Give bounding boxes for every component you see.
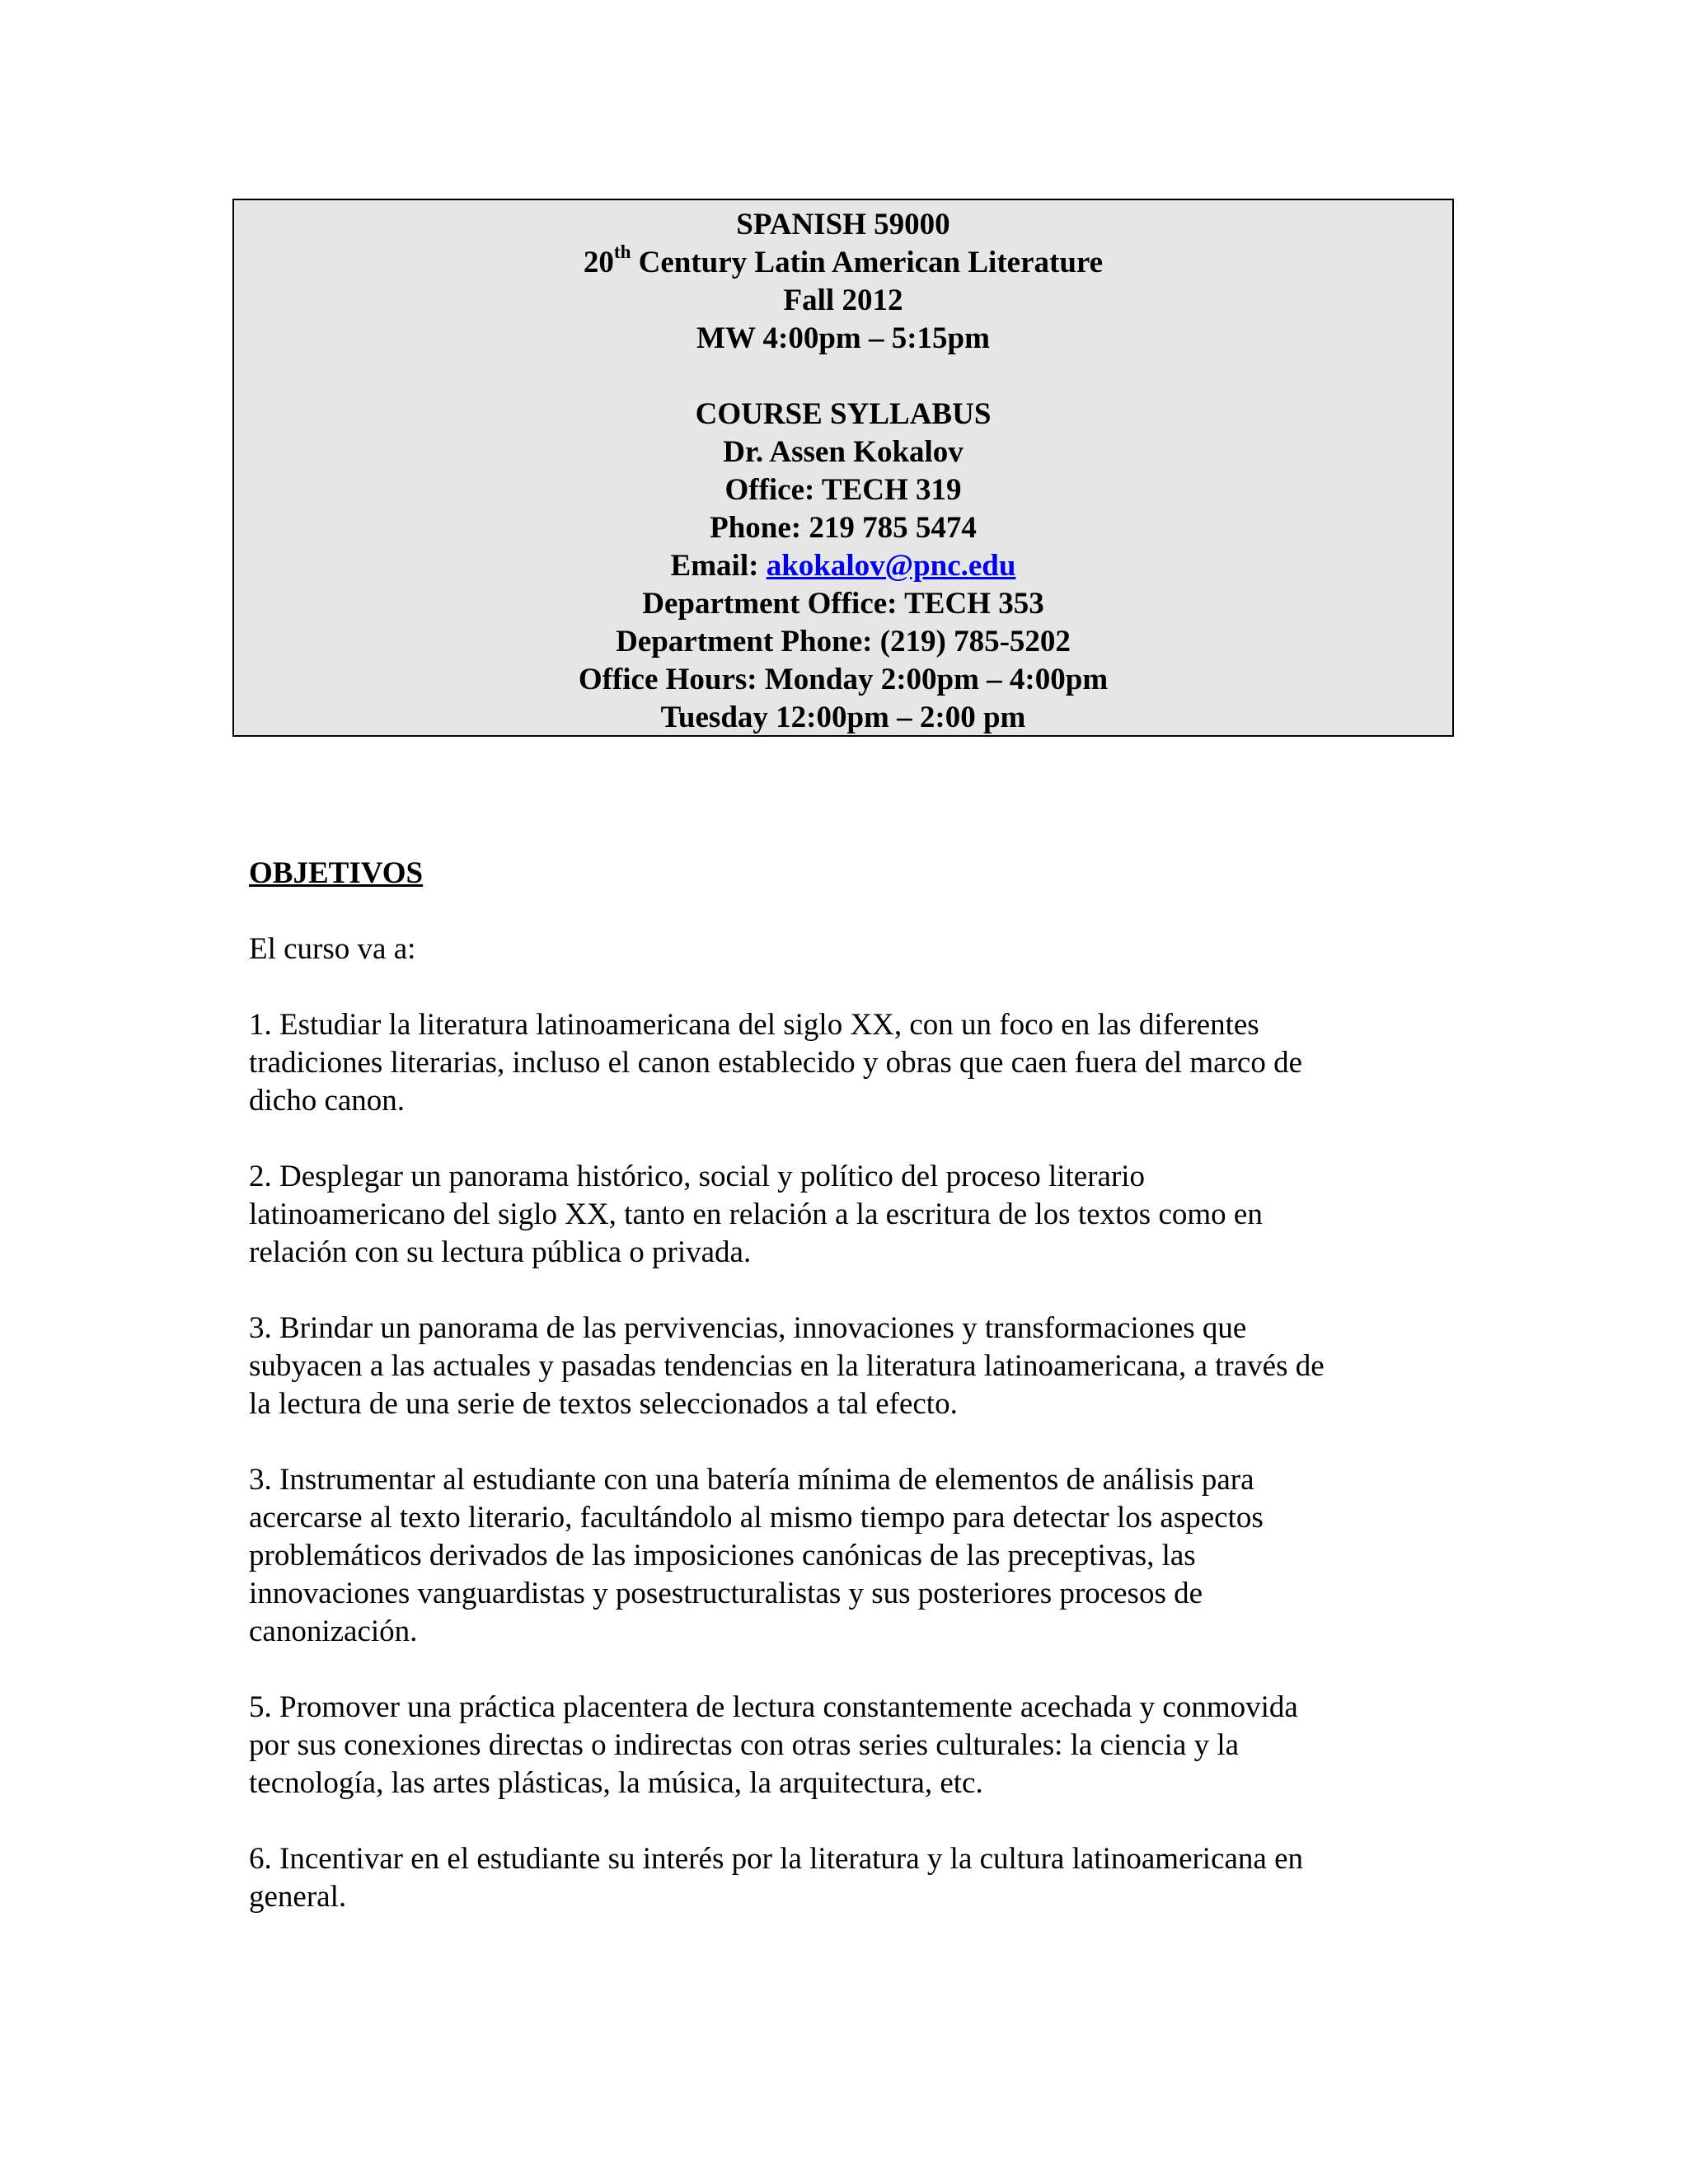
objective-item [249,1461,1436,1651]
objective-line: la lectura de una serie de textos seleccionados a tal efecto. [249,1387,958,1421]
objective-item [249,1840,1436,1916]
department-phone: Department Phone: (219) 785-5202 [616,625,1071,658]
course-code: SPANISH 59000 [736,208,950,241]
course-title [234,241,1452,282]
objective-item [249,1689,1436,1802]
instructor-name: Dr. Assen Kokalov [723,435,964,469]
objective-line: 5. Promover una práctica placentera de lectura constantemente acechada y conmovida [249,1690,1298,1724]
course-title-text: Century Latin American Literature [631,246,1104,279]
objective-line: 2. Desplegar un panorama histórico, social y político del proceso literario [249,1160,1146,1193]
header-spacer [234,358,1452,396]
objective-line: acercarse al texto literario, facultándolo al mismo tiempo para detectar los aspectos [249,1501,1264,1535]
course-term: Fall 2012 [783,284,903,317]
course-title-ordinal: th [613,241,631,262]
instructor-office: Office: TECH 319 [724,473,962,507]
email-label: Email: [670,549,767,583]
objective-line: relación con su lectura pública o privada. [249,1235,752,1269]
objective-line: 3. Instrumentar al estudiante con una batería mínima de elementos de análisis para [249,1463,1254,1497]
course-title-number: 20 [583,246,614,279]
objective-line: 3. Brindar un panorama de las pervivencias, innovaciones y transformaciones que [249,1311,1247,1345]
objectives-heading: OBJETIVOS [249,856,424,890]
objective-line: 6. Incentivar en el estudiante su interés por la literatura y la cultura latinoamericana en [249,1842,1304,1876]
objectives-section [249,855,1436,1916]
objective-line: subyacen a las actuales y pasadas tendencias en la literatura latinoamericana, a través de [249,1349,1325,1383]
objective-line: dicho canon. [249,1084,406,1118]
objective-line: tradiciones literarias, incluso el canon establecido y obras que caen fuera del marco de [249,1046,1302,1080]
course-header-box [232,199,1454,737]
objective-line: canonización. [249,1615,418,1648]
objective-line: general. [249,1880,347,1914]
objective-line: por sus conexiones directas o indirectas con otras series culturales: la ciencia y la [249,1728,1240,1762]
objective-line: 1. Estudiar la literatura latinoamericana del siglo XX, con un foco en las diferentes [249,1008,1259,1042]
department-office: Department Office: TECH 353 [642,587,1044,621]
course-schedule: MW 4:00pm – 5:15pm [696,321,990,355]
objective-line: tecnología, las artes plásticas, la música, la arquitectura, etc. [249,1766,983,1800]
objective-item [249,1310,1436,1423]
objective-line: latinoamericano del siglo XX, tanto en relación a la escritura de los textos como en [249,1197,1263,1231]
objective-item [249,1158,1436,1272]
objectives-intro: El curso va a: [249,932,416,966]
instructor-phone: Phone: 219 785 5474 [710,511,977,545]
office-hours-tuesday: Tuesday 12:00pm – 2:00 pm [660,701,1026,734]
email-link[interactable]: akokalov@pnc.edu [766,549,1016,583]
objective-line: problemáticos derivados de las imposiciones canónicas de las preceptivas, las [249,1539,1196,1572]
objective-line: innovaciones vanguardistas y posestructuralistas y sus posteriores procesos de [249,1577,1203,1610]
instructor-email-line [234,547,1452,585]
office-hours-monday: Office Hours: Monday 2:00pm – 4:00pm [578,663,1109,696]
syllabus-label: COURSE SYLLABUS [695,397,992,431]
objective-item [249,1006,1436,1120]
